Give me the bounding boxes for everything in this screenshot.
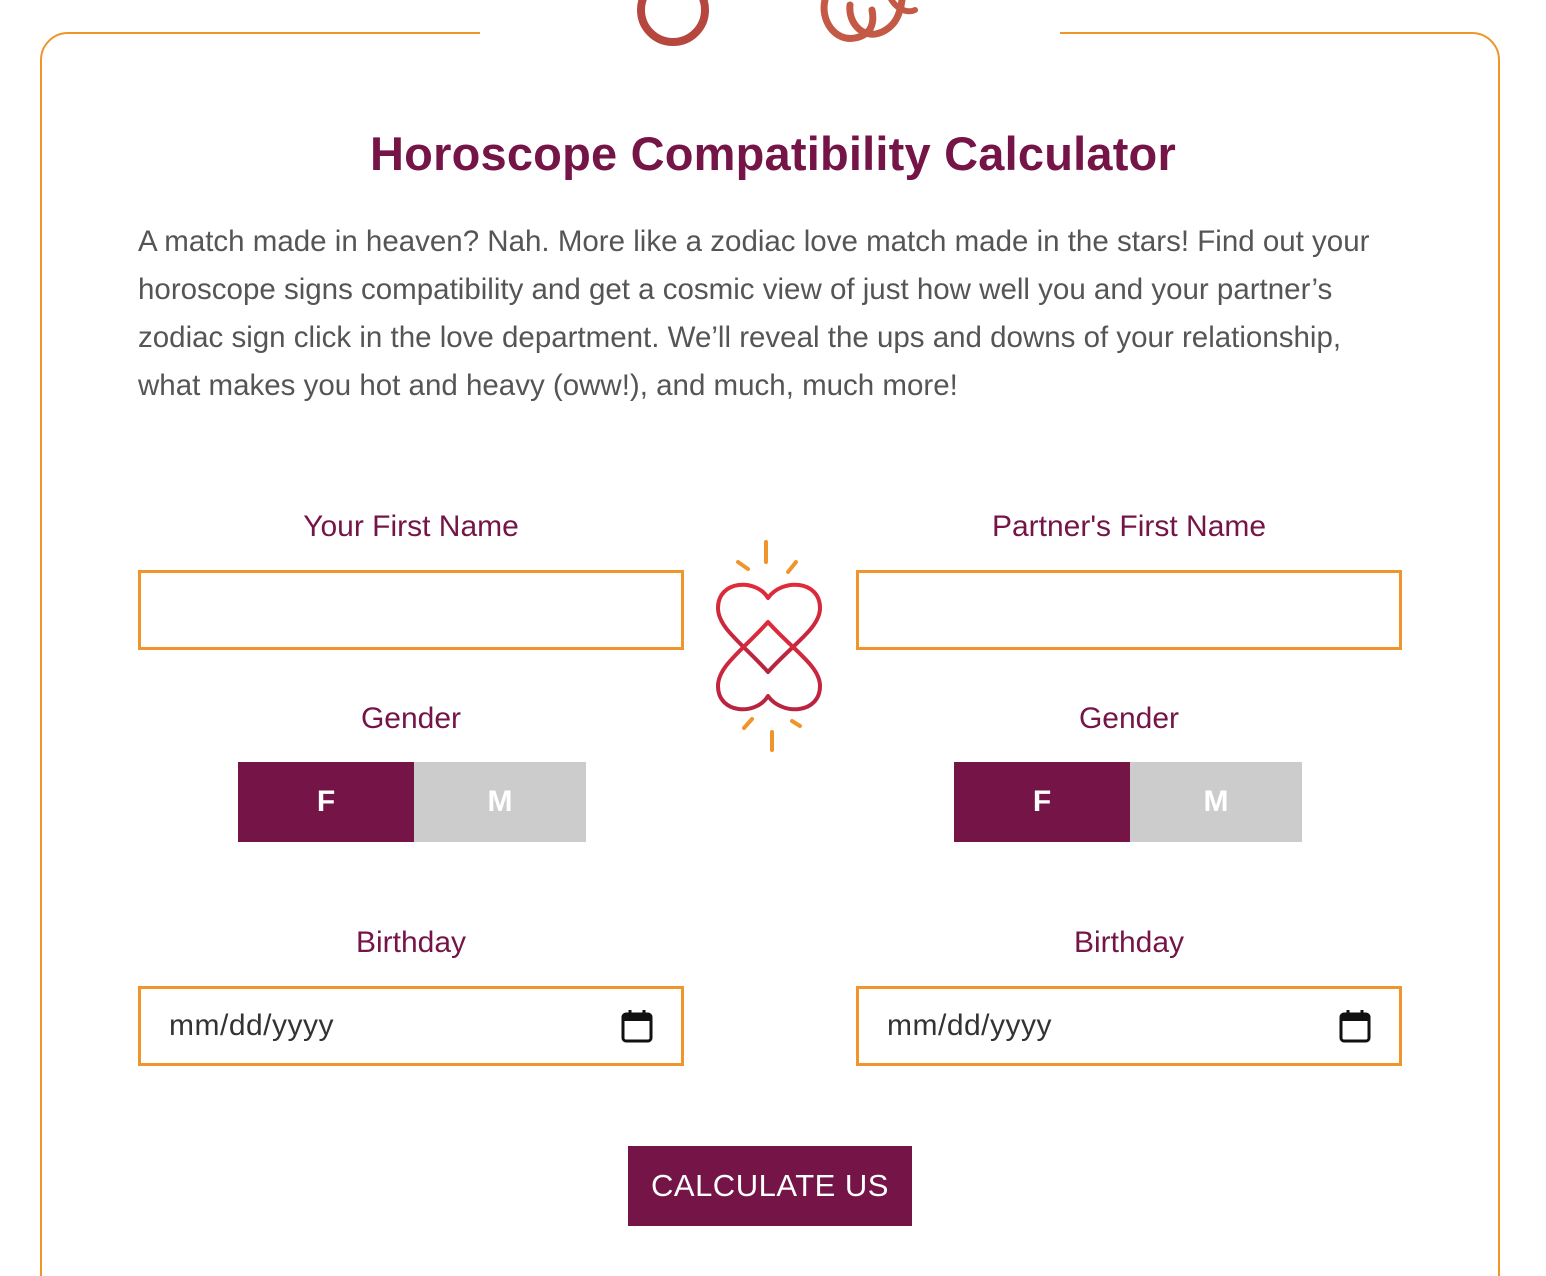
calendar-icon[interactable] (621, 1009, 653, 1043)
your-gender-toggle (238, 762, 586, 842)
calculate-button[interactable]: CALCULATE US (628, 1146, 912, 1226)
partner-birthday-placeholder: mm/dd/yyyy (887, 1009, 1053, 1042)
your-name-input[interactable] (138, 570, 684, 650)
partner-gender-label: Gender (1078, 702, 1180, 735)
partner-name-label: Partner's First Name (991, 510, 1267, 543)
partner-name-input[interactable] (856, 570, 1402, 650)
partner-birthday-label: Birthday (1073, 926, 1185, 959)
calendar-icon[interactable] (1339, 1009, 1371, 1043)
your-gender-label: Gender (360, 702, 462, 735)
interlocked-hearts-icon (708, 536, 832, 758)
partner-gender-f-button[interactable]: F (954, 762, 1130, 842)
hands-illustration-icon (620, 0, 940, 50)
your-birthday-input[interactable] (138, 986, 684, 1066)
intro-text: A match made in heaven? Nah. More like a zodiac love match made in the stars! Find out your horoscope signs compatibility and get a cosmic view of just how well you and your partner’s zodiac sign click in the love department. We’ll reveal the ups and downs of your relationship, what makes you hot and heavy (oww!), and much, much more! (138, 225, 1370, 402)
your-birthday-label: Birthday (355, 926, 467, 959)
your-gender-f-button[interactable]: F (238, 762, 414, 842)
your-birthday-placeholder: mm/dd/yyyy (169, 1009, 335, 1042)
page-title: Horoscope Compatibility Calculator (370, 127, 1176, 180)
partner-gender-toggle (954, 762, 1302, 842)
your-name-label: Your First Name (303, 510, 519, 543)
your-gender-m-button[interactable]: M (414, 762, 586, 842)
partner-gender-m-button[interactable]: M (1130, 762, 1302, 842)
partner-birthday-input[interactable] (856, 986, 1402, 1066)
